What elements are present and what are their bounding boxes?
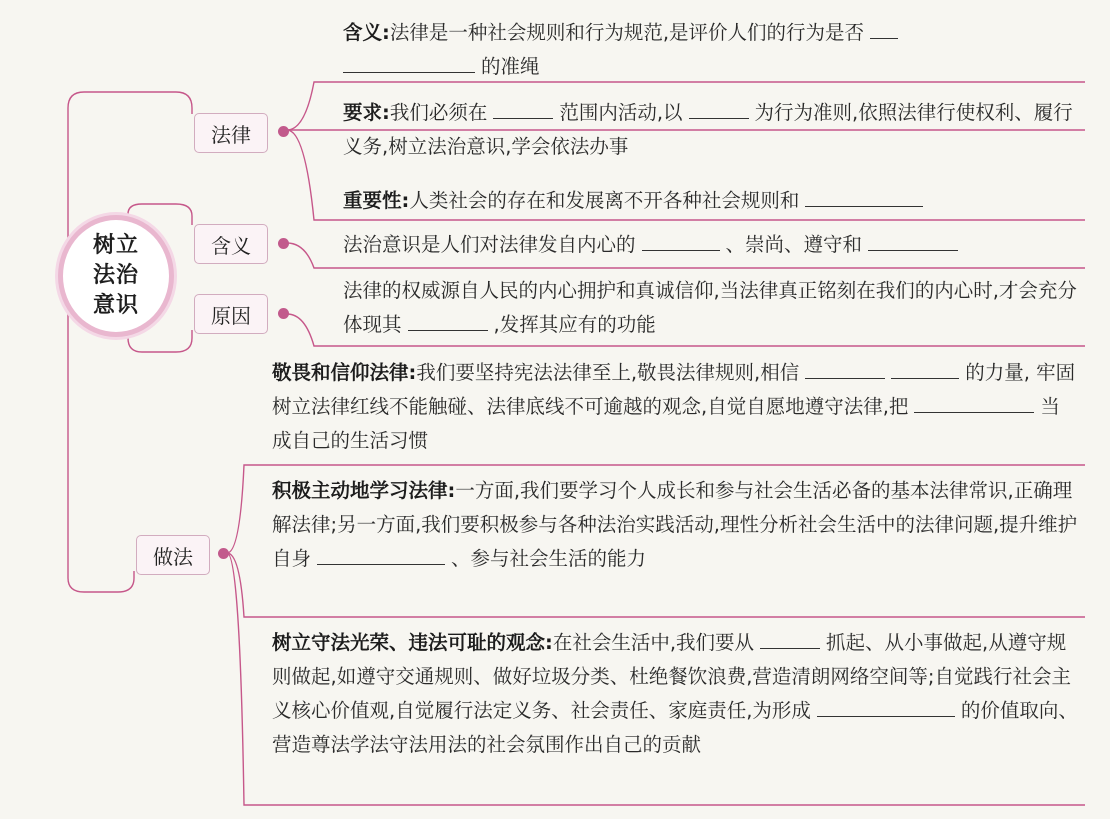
- leaf-method-study: [272, 474, 1078, 576]
- leaf-law-meaning: [343, 16, 1078, 84]
- leaf-law-importance: [343, 184, 1078, 218]
- leaf-text: 的准绳: [481, 55, 540, 78]
- fill-in-blank: [870, 16, 898, 39]
- leaf-text: 我们要坚持宪法法律至上,敬畏法律规则,相信: [416, 361, 800, 384]
- leaf-text: 为行为准则,依照法律行使权利、履行义务,树立法治意识,学会依法办事: [343, 101, 1073, 158]
- branch-law-dot: [278, 126, 289, 137]
- leaf-reason: [343, 274, 1078, 342]
- leaf-method-honor: [272, 626, 1078, 762]
- leaf-keyword: 要求:: [343, 101, 390, 124]
- branch-reason-dot: [278, 308, 289, 319]
- branch-law: [194, 113, 268, 153]
- leaf-text: 、崇尚、遵守和: [725, 233, 863, 256]
- leaf-keyword: 树立守法光荣、违法可耻的观念:: [272, 631, 553, 654]
- fill-in-blank: [493, 96, 553, 119]
- branch-meaning: [194, 224, 268, 264]
- branch-law-label: 法律: [211, 122, 251, 147]
- leaf-keyword: 积极主动地学习法律:: [272, 479, 456, 502]
- fill-in-blank: [760, 626, 820, 649]
- branch-reason: [194, 294, 268, 334]
- fill-in-blank: [317, 542, 445, 565]
- fill-in-blank: [689, 96, 749, 119]
- leaf-law-requirement: [343, 96, 1078, 164]
- leaf-text: 的力量, 牢固树立法律红线不能触碰、法律底线不可逾越的观念,自觉自愿地遵守法律,把: [272, 361, 1076, 418]
- leaf-text: 法律是一种社会规则和行为规范,是评价人们的行为是否: [389, 21, 865, 44]
- leaf-text: 一方面,我们要学习个人成长和参与社会生活必备的基本法律常识,正确理解法律;另一方面,我们要积极参与各种法治实践活动,理性分析社会生活中的法律问题,提升维护自身: [272, 479, 1078, 570]
- leaf-text: 范围内活动,以: [559, 101, 683, 124]
- leaf-text: 的价值取向、营造尊法学法守法用法的社会氛围作出自己的贡献: [272, 699, 1078, 756]
- leaf-method-respect: [272, 356, 1078, 458]
- leaf-keyword: 含义:: [343, 21, 390, 44]
- fill-in-blank: [914, 390, 1034, 413]
- fill-in-blank: [343, 50, 475, 73]
- branch-meaning-label: 含义: [211, 233, 251, 258]
- branch-method: [136, 535, 210, 575]
- leaf-text: 法律的权威源自人民的内心拥护和真诚信仰,当法律真正铭刻在我们的内心时,才会充分体现其: [343, 279, 1077, 336]
- root-node: [58, 215, 174, 337]
- root-label: 树立法治意识: [92, 233, 139, 318]
- leaf-text: 我们必须在: [389, 101, 488, 124]
- leaf-keyword: 敬畏和信仰法律:: [272, 361, 417, 384]
- branch-reason-label: 原因: [211, 303, 251, 328]
- leaf-text: 、参与社会生活的能力: [451, 547, 647, 570]
- fill-in-blank: [805, 356, 885, 379]
- branch-method-label: 做法: [153, 544, 193, 569]
- leaf-text: 当成自己的生活习惯: [272, 395, 1060, 452]
- leaf-keyword: 重要性:: [343, 189, 410, 212]
- leaf-text: 法治意识是人们对法律发自内心的: [343, 233, 636, 256]
- leaf-text: 抓起、从小事做起,从遵守规则做起,如遵守交通规则、做好垃圾分类、杜绝餐饮浪费,营造清朗网络空间等;自觉践行社会主义核心价值观,自觉履行法定义务、社会责任、家庭责任,为形成: [272, 631, 1071, 722]
- leaf-text: 在社会生活中,我们要从: [552, 631, 755, 654]
- fill-in-blank: [642, 228, 720, 251]
- fill-in-blank: [817, 694, 955, 717]
- fill-in-blank: [891, 356, 959, 379]
- leaf-meaning: [343, 228, 1078, 262]
- leaf-text: 人类社会的存在和发展离不开各种社会规则和: [409, 189, 800, 212]
- leaf-text: ,发挥其应有的功能: [493, 313, 656, 336]
- fill-in-blank: [805, 184, 923, 207]
- branch-method-dot: [218, 548, 229, 559]
- fill-in-blank: [408, 308, 488, 331]
- branch-meaning-dot: [278, 238, 289, 249]
- fill-in-blank: [868, 228, 958, 251]
